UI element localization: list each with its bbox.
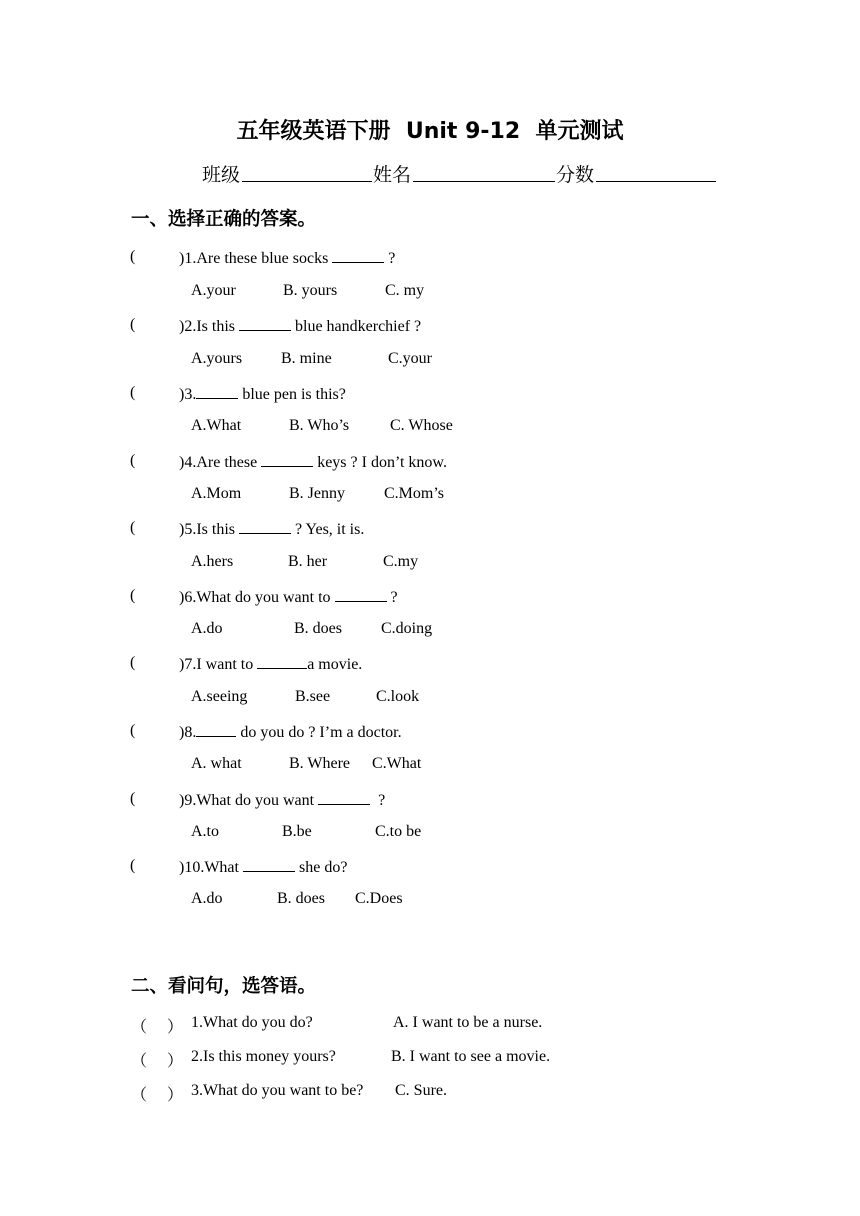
match-paren-open: （	[131, 1019, 148, 1036]
answer-paren-close: )	[179, 656, 185, 673]
option-b: B. her	[288, 553, 328, 570]
question-text-before: What do you want to	[196, 589, 335, 606]
option-a: A.Mom	[191, 485, 242, 502]
fill-blank[interactable]	[239, 316, 291, 331]
question-number: 10.	[184, 859, 205, 876]
question-line	[179, 587, 398, 607]
answer-slot[interactable]	[140, 857, 178, 875]
option-a: A.do	[191, 890, 223, 907]
option-a: A.your	[191, 282, 236, 299]
question-line	[179, 384, 346, 404]
question-number: 7.	[184, 656, 197, 673]
question-line	[179, 248, 395, 268]
fill-blank[interactable]	[239, 519, 291, 534]
question-text-after: a movie.	[307, 656, 363, 673]
question-text-after: ?	[386, 589, 398, 606]
option-c: C.your	[388, 350, 432, 367]
question-number: 5.	[184, 521, 197, 538]
answer-slot[interactable]	[140, 722, 178, 740]
question-text-after: she do?	[294, 859, 348, 876]
answer-slot[interactable]	[140, 790, 178, 808]
class-label: 班级	[202, 165, 241, 186]
question-text-before: What	[204, 859, 243, 876]
question-number: 9.	[184, 792, 197, 809]
answer-paren-close: )	[179, 318, 185, 335]
question-text-before: What do you want	[196, 792, 319, 809]
question-text-after: keys ? I don’t know.	[313, 454, 447, 471]
fill-blank[interactable]	[257, 654, 307, 669]
answer-paren-close: )	[179, 859, 185, 876]
option-b: B. Who’s	[289, 417, 350, 434]
question-line	[179, 857, 347, 877]
fill-blank[interactable]	[335, 587, 387, 602]
match-answer: C. Sure.	[395, 1082, 447, 1099]
match-paren-close: ）	[167, 1053, 184, 1070]
answer-paren-open: (	[130, 722, 136, 739]
score-label: 分数	[556, 165, 595, 186]
answer-paren-open: (	[130, 587, 136, 604]
question-text-before: Are these blue socks	[196, 250, 333, 267]
answer-paren-close: )	[179, 454, 185, 471]
answer-paren-close: )	[179, 589, 185, 606]
match-answer-slot[interactable]	[148, 1082, 168, 1100]
answer-paren-open: (	[130, 790, 136, 807]
match-answer: A. I want to be a nurse.	[393, 1014, 543, 1031]
option-a: A. what	[191, 755, 242, 772]
option-b: B. yours	[283, 282, 338, 299]
option-b: B. does	[277, 890, 325, 907]
question-text-after: ?	[384, 250, 396, 267]
answer-slot[interactable]	[140, 384, 178, 402]
question-text-after: blue pen is this?	[238, 386, 346, 403]
option-c: C.What	[372, 755, 422, 772]
match-question: 2.Is this money yours?	[191, 1048, 336, 1065]
class-field[interactable]	[242, 160, 372, 182]
answer-slot[interactable]	[140, 452, 178, 470]
match-paren-open: （	[131, 1053, 148, 1070]
answer-paren-open: (	[130, 857, 136, 874]
answer-slot[interactable]	[140, 654, 178, 672]
question-line	[179, 519, 364, 539]
question-text-before: Is this	[196, 521, 239, 538]
question-text-after: blue handkerchief ?	[291, 318, 422, 335]
answer-paren-open: (	[130, 248, 136, 265]
option-b: B.be	[282, 823, 312, 840]
option-b: B. Jenny	[289, 485, 345, 502]
match-question: 3.What do you want to be?	[191, 1082, 364, 1099]
question-number: 4.	[184, 454, 197, 471]
fill-blank[interactable]	[332, 248, 384, 263]
section2-heading: 二、看问句，选答语。	[131, 976, 317, 997]
option-c: C. my	[385, 282, 425, 299]
option-a: A.do	[191, 620, 223, 637]
fill-blank[interactable]	[318, 790, 370, 805]
question-line	[179, 316, 421, 336]
option-b: B. Where	[289, 755, 351, 772]
answer-paren-open: (	[130, 654, 136, 671]
question-text-before: Is this	[196, 318, 239, 335]
option-c: C.look	[376, 688, 420, 705]
match-answer-slot[interactable]	[148, 1014, 168, 1032]
fill-blank[interactable]	[196, 722, 236, 737]
name-label: 姓名	[373, 165, 412, 186]
fill-blank[interactable]	[243, 857, 295, 872]
question-number: 2.	[184, 318, 197, 335]
option-a: A.yours	[191, 350, 243, 367]
answer-slot[interactable]	[140, 519, 178, 537]
match-paren-open: （	[131, 1087, 148, 1104]
option-c: C.Does	[355, 890, 403, 907]
question-text-before: Are these	[196, 454, 262, 471]
answer-slot[interactable]	[140, 587, 178, 605]
option-b: B. mine	[281, 350, 332, 367]
match-question: 1.What do you do?	[191, 1014, 313, 1031]
answer-paren-open: (	[130, 384, 136, 401]
option-a: A.What	[191, 417, 242, 434]
option-a: A.seeing	[191, 688, 248, 705]
question-number: 1.	[184, 250, 197, 267]
option-a: A.hers	[191, 553, 234, 570]
option-c: C.Mom’s	[384, 485, 445, 502]
option-b: B.see	[295, 688, 331, 705]
worksheet-title: 五年级英语下册 Unit 9-12 单元测试	[236, 119, 624, 144]
answer-slot[interactable]	[140, 316, 178, 334]
answer-paren-close: )	[179, 724, 185, 741]
answer-paren-close: )	[179, 521, 185, 538]
answer-paren-close: )	[179, 386, 185, 403]
match-answer-slot[interactable]	[148, 1048, 168, 1066]
question-text-after: ?	[370, 792, 386, 809]
answer-paren-open: (	[130, 519, 136, 536]
match-paren-close: ）	[167, 1087, 184, 1104]
question-text-after: do you do ? I’m a doctor.	[236, 724, 402, 741]
answer-paren-open: (	[130, 452, 136, 469]
match-answer: B. I want to see a movie.	[391, 1048, 551, 1065]
option-a: A.to	[191, 823, 219, 840]
question-number: 8.	[184, 724, 197, 741]
question-number: 6.	[184, 589, 197, 606]
question-text-before: I want to	[196, 656, 258, 673]
question-line	[179, 790, 385, 810]
option-b: B. does	[294, 620, 342, 637]
question-line	[179, 722, 402, 742]
name-field[interactable]	[413, 160, 555, 182]
answer-paren-open: (	[130, 316, 136, 333]
score-field[interactable]	[596, 160, 716, 182]
option-c: C.doing	[381, 620, 433, 637]
option-c: C.to be	[375, 823, 422, 840]
answer-slot[interactable]	[140, 248, 178, 266]
question-text-after: ? Yes, it is.	[291, 521, 365, 538]
answer-paren-close: )	[179, 792, 185, 809]
option-c: C. Whose	[390, 417, 453, 434]
fill-blank[interactable]	[196, 384, 238, 399]
fill-blank[interactable]	[261, 452, 313, 467]
question-number: 3.	[184, 386, 197, 403]
option-c: C.my	[383, 553, 419, 570]
question-line	[179, 654, 362, 674]
match-paren-close: ）	[167, 1019, 184, 1036]
section1-heading: 一、选择正确的答案。	[131, 209, 317, 230]
answer-paren-close: )	[179, 250, 185, 267]
question-line	[179, 452, 447, 472]
